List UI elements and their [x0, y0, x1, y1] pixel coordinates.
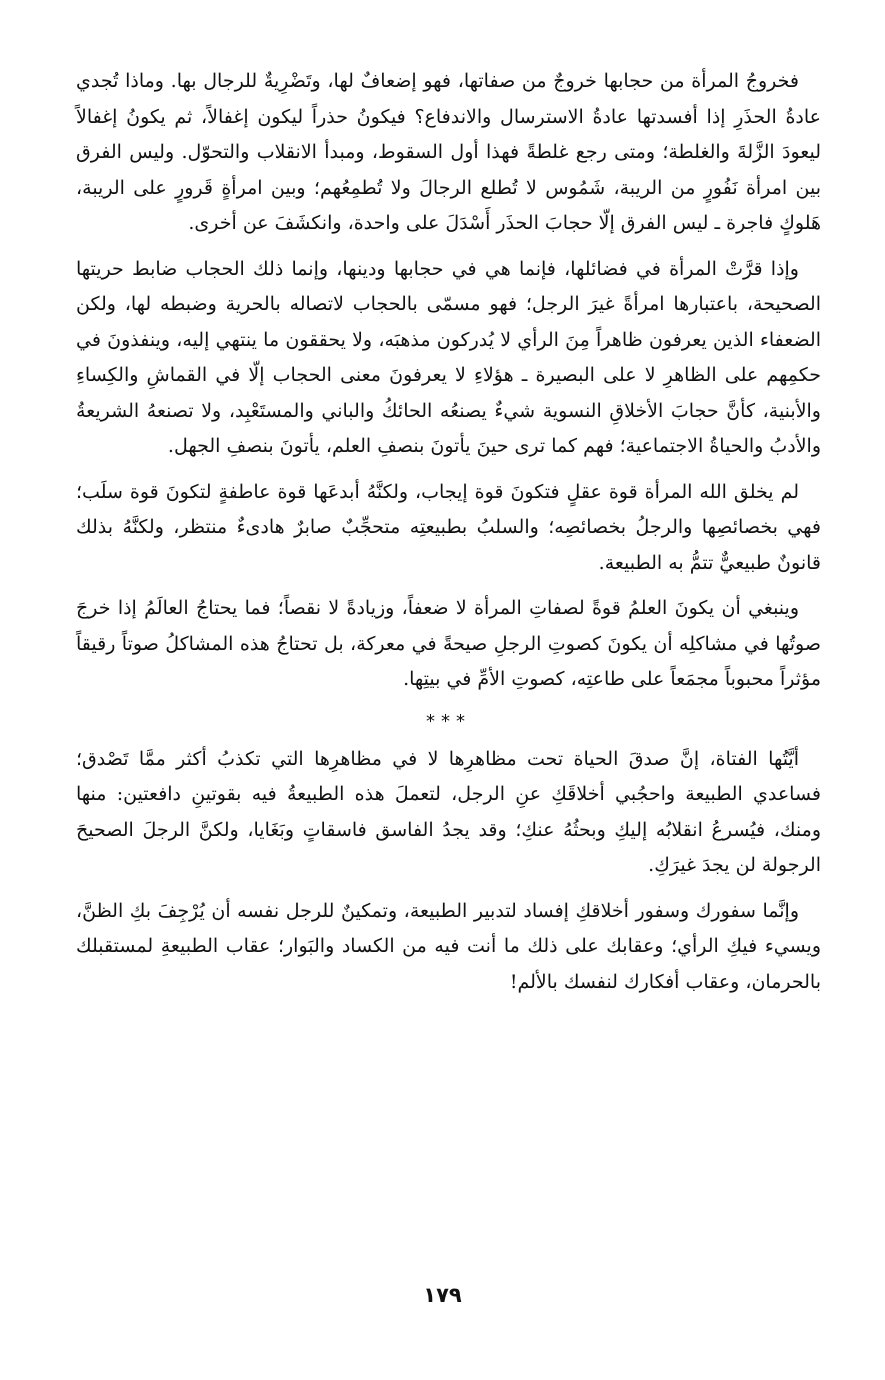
paragraph-4: وينبغي أن يكونَ العلمُ قوةً لصفاتِ المرأة لا ضعفاً، وزيادةً لا نقصاً؛ فما يحتاجُ العالَمُ إذا خرجَ صوتُها في مشاكلِه أن يكونَ كصوتِ الرجلِ صيحةً في معركة، بل تحتاجُ هذه المشاكلُ صوتاً رقيقاً مؤثراً محبوباً مجمَعاً على طاعتِه، كصوتِ الأمِّ في بيتِها. [76, 597, 821, 690]
section-separator: *** [426, 710, 471, 732]
paragraph-3: لم يخلق الله المرأة قوة عقلٍ فتكونَ قوة إيجاب، ولكنَّهُ أبدعَها قوة عاطفةٍ لتكونَ قوة سلَب؛ فهي بخصائصِها والرجلُ بخصائصِه؛ والسلبُ بطبيعتِه متحجِّبٌ صابرٌ هادىءٌ منتظر، ولكنَّهُ بذلك قانونٌ طبيعيٌّ تتمُّ به الطبيعة. [76, 480, 821, 574]
body-text [76, 64, 821, 1010]
paragraph-1: فخروجُ المرأة من حجابها خروجٌ من صفاتها، فهو إضعافٌ لها، وتَضْرِيةٌ للرجال بها. وماذا تُجدي عادةُ الحذَرِ إذا أفسدتها عادةُ الاسترسال والاندفاع؟ فيكونُ حذراً ليكون إغفالاً، ثم يكونُ إغفالاً ليعودَ الزَّلةَ والغلطة؛ ومتى رجع غلطةً فهذا أول السقوط، ومبدأ الانقلاب والتحوّل. وليس الفرق بين امرأة نَفُورٍ من الريبة، شَمُوس لا تُطلع الرجالَ ولا تُطمِعُهم؛ وبين امرأةٍ قَرورٍ على الريبة، هَلوكٍ فاجرة ـ ليس الفرق إلّا حجابَ الحذَر أَسْدَلَ على واحدة، وانكشَفَ عن أخرى. [76, 70, 821, 234]
paragraph-5: أيَّتُها الفتاة، إنَّ صدقَ الحياة تحت مظاهرِها لا في مظاهرِها التي تكذبُ أكثر ممَّا تَصْدق؛ فساعدي الطبيعة واحجُبي أخلاقَكِ عنِ الرجل، لتعملَ هذه الطبيعةُ فيه بقوتينِ دافعتين: منها ومنك، فيُسرعُ انقلابُه إليكِ وبحثُهُ عنكِ؛ وقد يجدُ الفاسق فاسقاتٍ وبَغَايا، ولكنَّ الرجلَ الصحيحَ الرجولة لن يجدَ غيرَكِ. [76, 747, 822, 876]
page-number: ١٧٩ [423, 1283, 462, 1307]
paragraph-6: وإنَّما سفورك وسفور أخلاقكِ إفساد لتدبير الطبيعة، وتمكينٌ للرجل نفسه أن يُرْجِفَ بكِ الظنَّ، ويسيء فيكِ الرأي؛ وعقابك على ذلك ما أنت فيه من الكساد والبَوار؛ عقاب الطبيعةِ لمستقبلك بالحرمان، وعقاب أفكارك لنفسك بالألم! [76, 899, 821, 993]
paragraph-2: وإذا قرَّتْ المرأة في فضائلها، فإنما هي في حجابها ودينها، وإنما ذلك الحجاب ضابط حريتها الصحيحة، باعتبارها امرأةً غيرَ الرجل؛ فهو مسمّى بالحجاب لاتصاله بالحرية وضبطه لها، ولكن الضعفاء الذين يعرفون ظاهراً مِنَ الرأي لا يُدركون مذهبَه، ولا يحققون ما ينتهي إليه، وينفذونَ في حكمِهم على الظاهرِ لا على البصيرة ـ هؤلاءِ لا يعرفونَ معنى الحجاب إلّا في القماشِ والكِساءِ والأبنية، كأنَّ حجابَ الأخلاقِ النسوية شيءٌ يصنعُه الحائكُ والباني والمستَعْبِد، ولا تصنعهُ الشريعةُ والأدبُ والحياةُ الاجتماعية؛ فهم كما ترى حينَ يأتونَ بنصفِ العلم، يأتونَ بنصفِ الجهل. [76, 257, 821, 457]
